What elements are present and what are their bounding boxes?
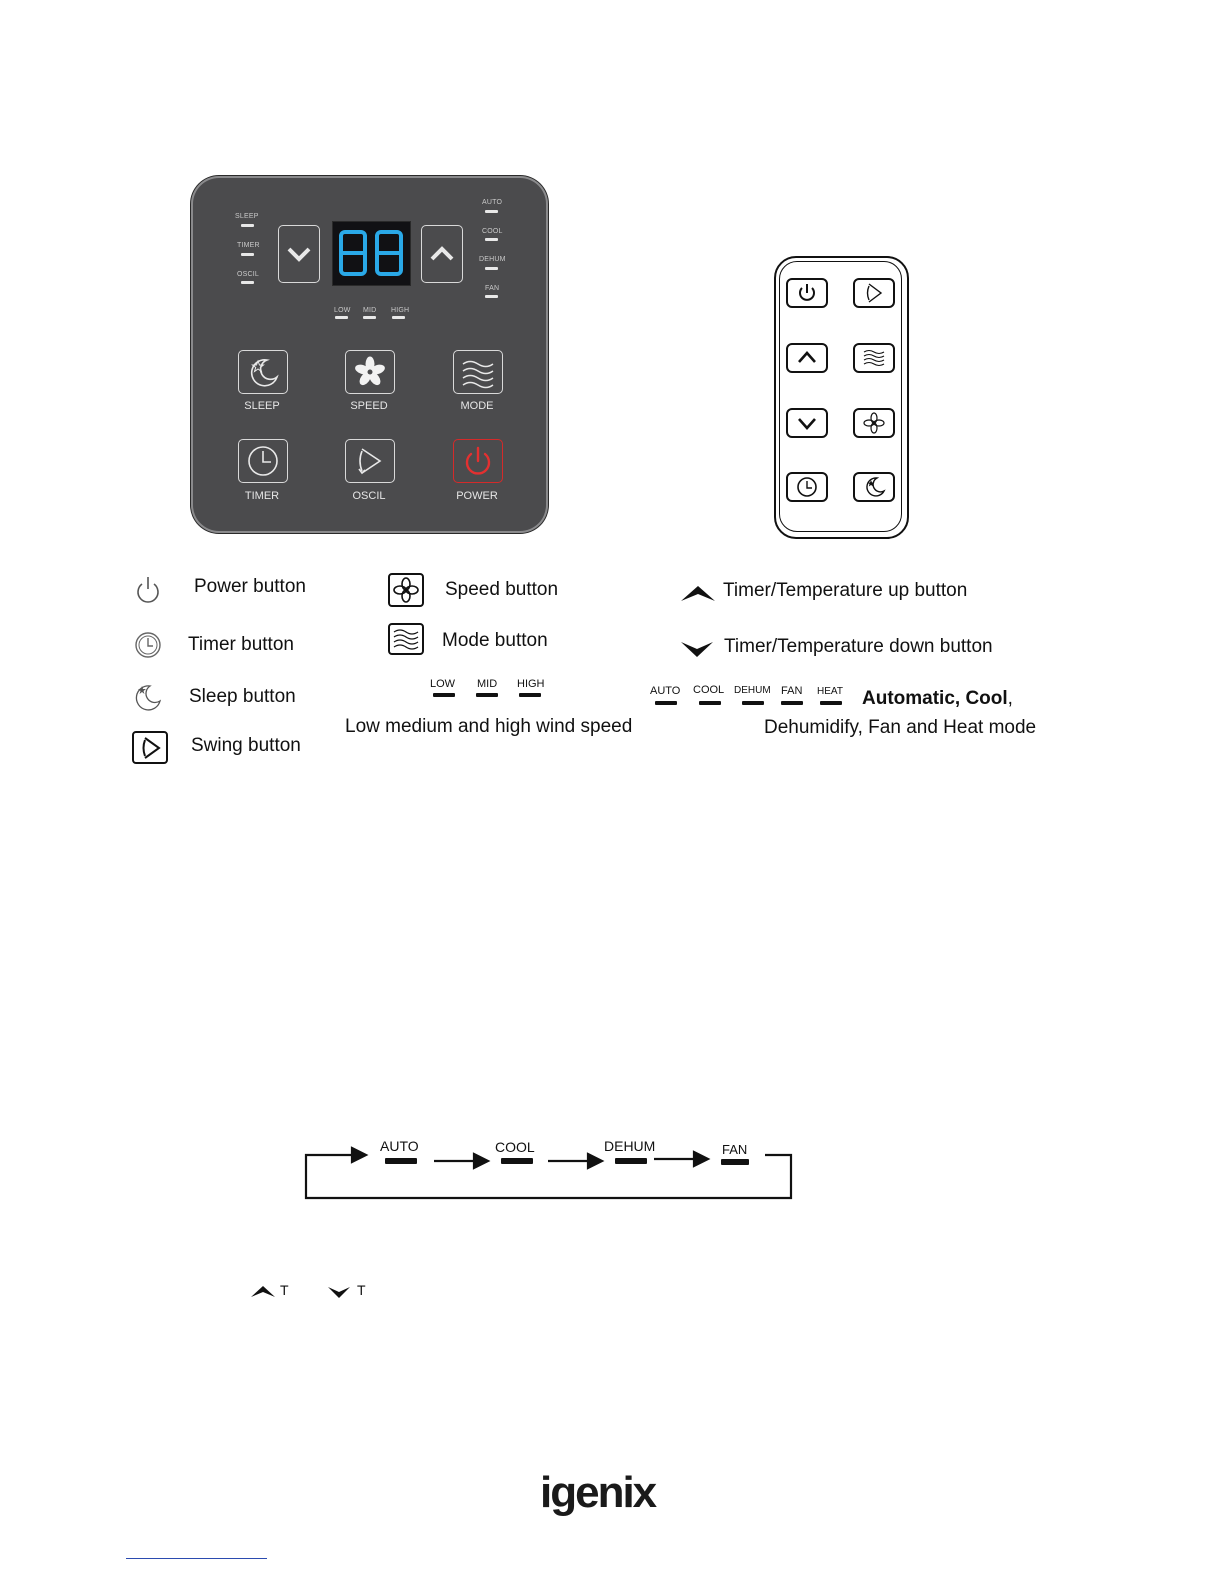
legend-led xyxy=(699,701,721,705)
power-icon xyxy=(454,440,502,482)
indicator-led xyxy=(241,253,254,256)
mode-waves-icon xyxy=(855,345,893,371)
fan-icon xyxy=(346,351,394,393)
fan-icon xyxy=(855,410,893,436)
indicator-led xyxy=(485,295,498,298)
legend-led xyxy=(519,693,541,697)
legend-speed-caption: Low medium and high wind speed xyxy=(345,716,633,737)
sleep-icon xyxy=(133,682,163,712)
up-suffix: T xyxy=(280,1282,289,1298)
legend-speed-low: LOW xyxy=(430,678,456,690)
legend-led xyxy=(820,701,842,705)
indicator-led xyxy=(485,210,498,213)
indicator-led xyxy=(485,238,498,241)
legend-power: Power button xyxy=(194,576,306,597)
indicator-led xyxy=(363,316,376,319)
legend-speed: Speed button xyxy=(445,579,559,600)
chevron-down-icon xyxy=(327,1286,351,1300)
legend-swing: Swing button xyxy=(191,735,301,756)
panel-label-speed: SPEED xyxy=(350,400,388,412)
panel-power-button[interactable] xyxy=(453,439,503,483)
cycle-led xyxy=(615,1158,647,1164)
remote-power-button[interactable] xyxy=(786,278,828,308)
speed-label-mid: MID xyxy=(363,307,377,314)
legend-mode-dehum: DEHUM xyxy=(734,685,771,696)
legend-mode: Mode button xyxy=(442,630,548,651)
swing-icon xyxy=(346,440,394,482)
clock-icon xyxy=(788,474,826,500)
panel-label-sleep: SLEEP xyxy=(244,400,280,412)
chevron-down-icon xyxy=(279,226,319,282)
chevron-down-icon xyxy=(679,640,715,660)
legend-led xyxy=(655,701,677,705)
panel-oscil-button[interactable] xyxy=(345,439,395,483)
mode-waves-icon xyxy=(454,351,502,393)
cycle-label-auto: AUTO xyxy=(380,1138,419,1154)
indicator-label-oscil: OSCIL xyxy=(237,271,260,278)
legend-modes-caption: Dehumidify, Fan and Heat mode xyxy=(764,717,1037,738)
indicator-label-fan: FAN xyxy=(485,285,500,292)
panel-up-button[interactable] xyxy=(421,225,463,283)
panel-down-button[interactable] xyxy=(278,225,320,283)
power-icon xyxy=(133,575,163,605)
legend-mode-fan: FAN xyxy=(781,685,803,697)
legend-modes-bold: Automatic, Cool xyxy=(862,688,1008,709)
clock-icon xyxy=(239,440,287,482)
legend-modes-line1 xyxy=(862,688,1013,710)
down-suffix: T xyxy=(357,1282,366,1298)
chevron-up-icon xyxy=(422,226,462,282)
cycle-label-fan: FAN xyxy=(722,1142,748,1157)
panel-label-power: POWER xyxy=(456,490,498,502)
legend-speed-mid: MID xyxy=(477,678,498,690)
chevron-up-icon xyxy=(679,583,717,603)
brand-logo: igenix xyxy=(540,1468,656,1517)
cycle-led xyxy=(501,1158,533,1164)
indicator-led xyxy=(392,316,405,319)
power-icon xyxy=(788,280,826,306)
legend-down: Timer/Temperature down button xyxy=(724,636,993,657)
cycle-label-cool: COOL xyxy=(495,1139,535,1155)
legend-mode-auto: AUTO xyxy=(650,685,681,697)
legend-led xyxy=(742,701,764,705)
clock-icon xyxy=(133,630,163,660)
remote-swing-button[interactable] xyxy=(853,278,895,308)
chevron-up-icon xyxy=(250,1284,276,1298)
indicator-label-timer: TIMER xyxy=(237,242,260,249)
indicator-label-dehum: DEHUM xyxy=(479,256,506,263)
panel-label-mode: MODE xyxy=(460,400,494,412)
indicator-label-sleep: SLEEP xyxy=(235,213,259,220)
legend-led xyxy=(476,693,498,697)
remote-mode-button[interactable] xyxy=(853,343,895,373)
panel-speed-button[interactable] xyxy=(345,350,395,394)
mode-waves-icon xyxy=(387,622,427,656)
legend-mode-heat: HEAT xyxy=(817,686,843,697)
footer-link-underline xyxy=(126,1558,267,1559)
cycle-label-dehum: DEHUM xyxy=(604,1138,656,1154)
legend-mode-cool: COOL xyxy=(693,684,725,696)
swing-icon xyxy=(131,730,171,766)
panel-label-timer: TIMER xyxy=(244,490,280,502)
speed-label-high: HIGH xyxy=(391,307,410,314)
legend-modes-comma: , xyxy=(1007,688,1013,709)
indicator-led xyxy=(335,316,348,319)
legend-led xyxy=(781,701,803,705)
legend-timer: Timer button xyxy=(188,634,294,655)
fan-icon xyxy=(387,572,427,608)
indicator-led xyxy=(241,224,254,227)
chevron-up-icon xyxy=(788,345,826,371)
panel-label-oscil: OSCIL xyxy=(352,490,386,502)
indicator-label-cool: COOL xyxy=(482,228,503,235)
remote-timer-button[interactable] xyxy=(786,472,828,502)
speed-label-low: LOW xyxy=(334,307,351,314)
sleep-icon xyxy=(855,474,893,500)
panel-timer-button[interactable] xyxy=(238,439,288,483)
legend-led xyxy=(433,693,455,697)
seven-segment-digits xyxy=(333,222,410,285)
remote-up-button[interactable] xyxy=(786,343,828,373)
panel-mode-button[interactable] xyxy=(453,350,503,394)
indicator-label-auto: AUTO xyxy=(482,199,503,206)
legend-sleep: Sleep button xyxy=(189,686,296,707)
remote-sleep-button[interactable] xyxy=(853,472,895,502)
legend-up: Timer/Temperature up button xyxy=(723,580,968,601)
remote-speed-button[interactable] xyxy=(853,408,895,438)
sleep-icon xyxy=(239,351,287,393)
legend-speed-high: HIGH xyxy=(517,678,545,690)
indicator-led xyxy=(485,267,498,270)
swing-icon xyxy=(855,280,893,306)
digit-display xyxy=(332,221,411,286)
remote-down-button[interactable] xyxy=(786,408,828,438)
cycle-led xyxy=(385,1158,417,1164)
panel-sleep-button[interactable] xyxy=(238,350,288,394)
indicator-led xyxy=(241,281,254,284)
cycle-led xyxy=(721,1159,749,1165)
chevron-down-icon xyxy=(788,410,826,436)
